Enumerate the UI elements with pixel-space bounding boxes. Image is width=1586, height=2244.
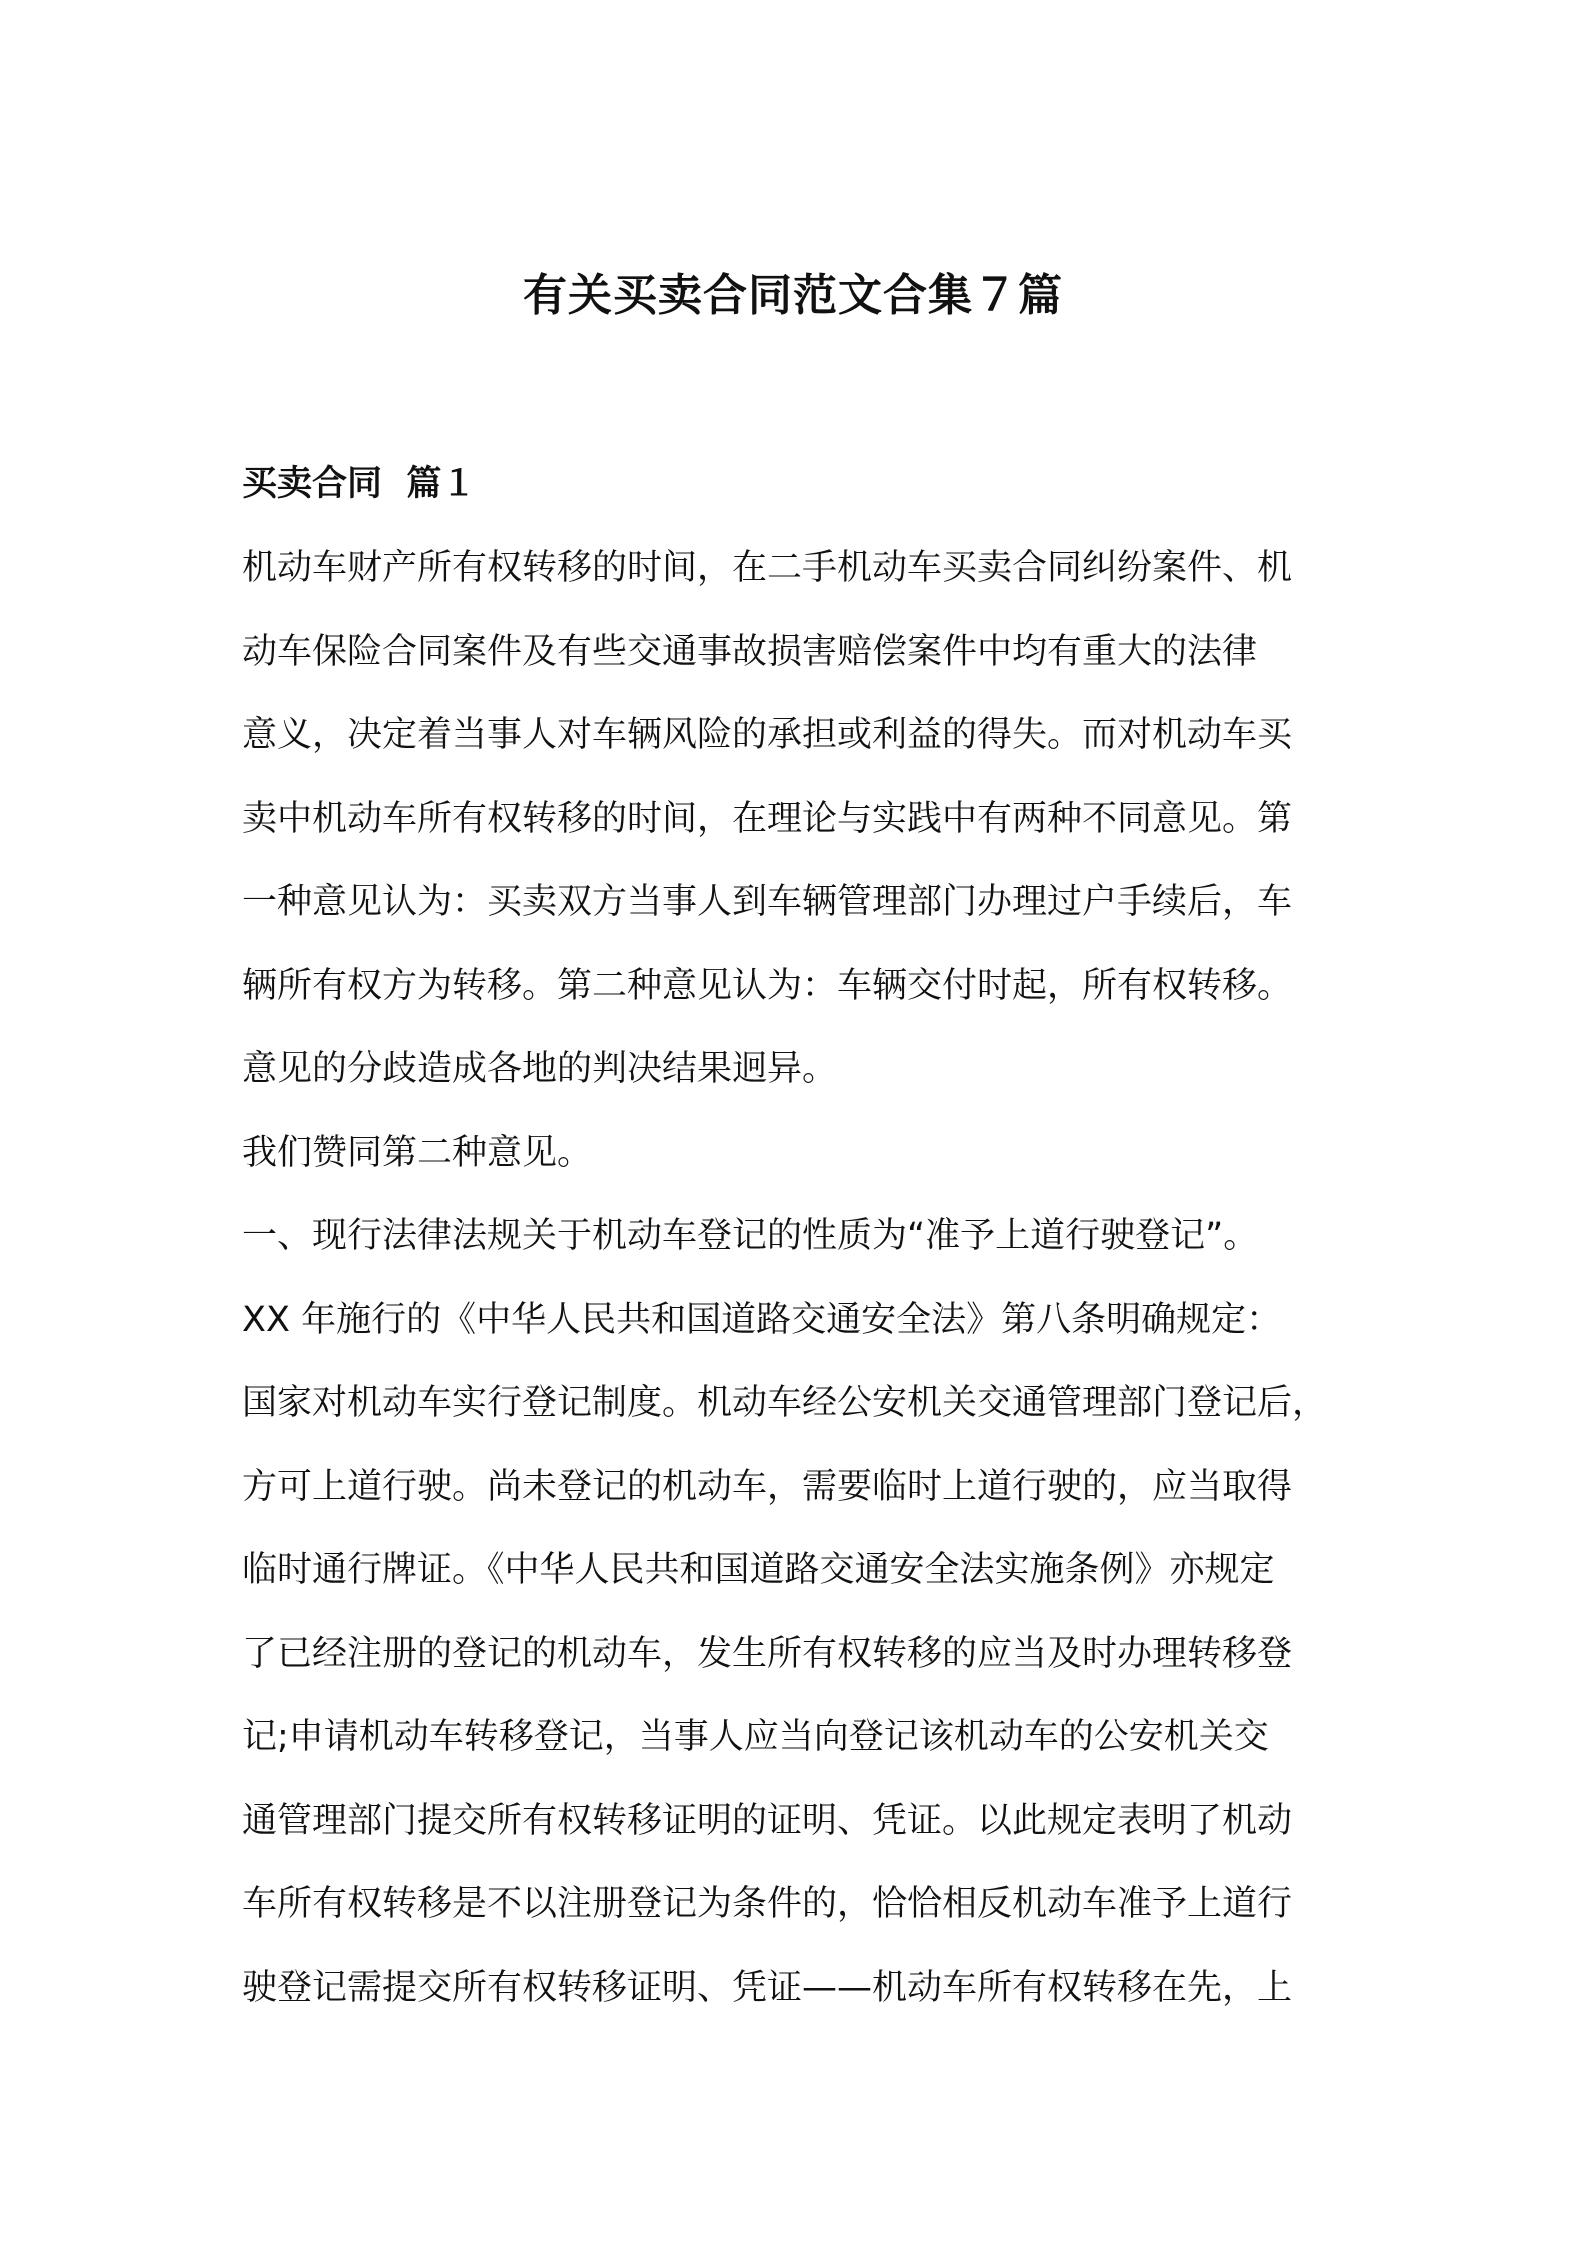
body-line: 通管理部门提交所有权转移证明的证明、凭证。以此规定表明了机动 (242, 1800, 1293, 1841)
body-line: 国家对机动车实行登记制度。机动车经公安机关交通管理部门登记后， (242, 1383, 1328, 1423)
body-text (242, 542, 1382, 2045)
section-heading: 买卖合同 篇１ (242, 464, 477, 504)
body-line: 机动车财产所有权转移的时间，在二手机动车买卖合同纠纷案件、机 (242, 548, 1293, 588)
body-line: 动车保险合同案件及有些交通事故损害赔偿案件中均有重大的法律 (242, 631, 1258, 672)
body-line: 驶登记需提交所有权转移证明、凭证——机动车所有权转移在先，上 (242, 1967, 1293, 2008)
body-line: 意义，决定着当事人对车辆风险的承担或利益的得失。而对机动车买 (242, 715, 1293, 755)
body-line: XX 年施行的《中华人民共和国道路交通安全法》第八条明确规定： (242, 1299, 1282, 1340)
body-line: 了已经注册的登记的机动车，发生所有权转移的应当及时办理转移登 (242, 1633, 1293, 1674)
body-line: 辆所有权方为转移。第二种意见认为：车辆交付时起，所有权转移。 (242, 965, 1293, 1006)
body-line: 记;申请机动车转移登记，当事人应当向登记该机动车的公安机关交 (242, 1717, 1269, 1757)
body-line: 一、现行法律法规关于机动车登记的性质为“准予上道行驶登记”。 (242, 1216, 1259, 1256)
body-line: 卖中机动车所有权转移的时间，在理论与实践中有两种不同意见。第 (242, 798, 1293, 839)
body-line: 意见的分歧造成各地的判决结果迥异。 (242, 1049, 838, 1089)
document-title: 有关买卖合同范文合集７篇 (523, 270, 1063, 321)
body-line: 我们赞同第二种意见。 (242, 1132, 593, 1173)
body-line: 临时通行牌证。《中华人民共和国道路交通安全法实施条例》亦规定 (242, 1550, 1275, 1590)
body-line: 车所有权转移是不以注册登记为条件的，恰恰相反机动车准予上道行 (242, 1884, 1293, 1924)
body-line: 一种意见认为：买卖双方当事人到车辆管理部门办理过户手续后，车 (242, 882, 1293, 922)
body-line: 方可上道行驶。尚未登记的机动车，需要临时上道行驶的，应当取得 (242, 1466, 1293, 1507)
